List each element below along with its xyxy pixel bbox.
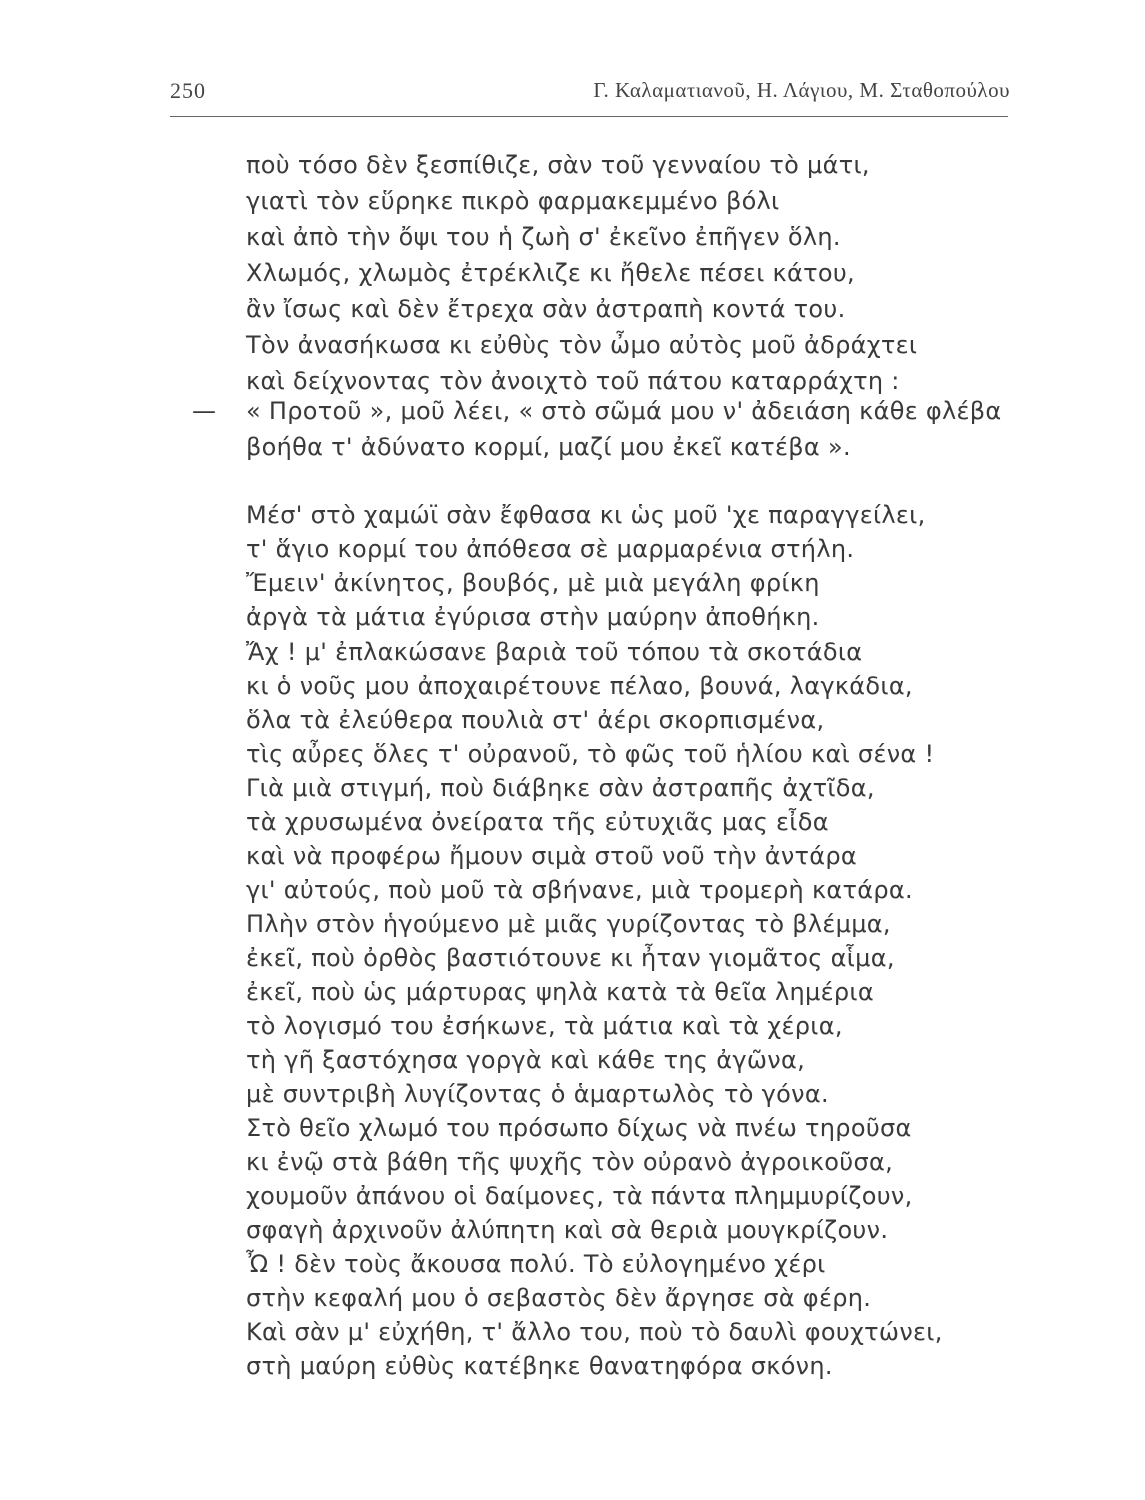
poem-line: καὶ ἀπὸ τὴν ὄψι του ἡ ζωὴ σ' ἐκεῖνο ἐπῆγεν ὅλη.: [246, 223, 841, 251]
poem-line: ἂν ἴσως καὶ δὲν ἔτρεχα σὰν ἀστραπὴ κοντά του.: [246, 295, 846, 323]
poem-line: Ἄχ ! μ' ἐπλακώσανε βαριὰ τοῦ τόπου τὰ σκοτάδια: [246, 638, 863, 666]
poem-line: σφαγὴ ἀρχινοῦν ἀλύπητη καὶ σὰ θεριὰ μουγκρίζουν.: [246, 1216, 889, 1244]
dialogue-dash: —: [192, 397, 216, 425]
poem-line: γιατὶ τὸν εὕρηκε πικρὸ φαρμακεμμένο βόλι: [246, 187, 780, 215]
poem-line: Πλὴν στὸν ἡγούμενο μὲ μιᾶς γυρίζοντας τὸ βλέμμα,: [246, 910, 891, 938]
poem-line: ποὺ τόσο δὲν ξεσπίθιζε, σὰν τοῦ γενναίου τὸ μάτι,: [246, 151, 870, 179]
running-head: Γ. Καλαματιανοῦ, Η. Λάγιου, Μ. Σταθοπούλου: [593, 78, 1010, 102]
poem-line: κι ἐνῷ στὰ βάθη τῆς ψυχῆς τὸν οὐρανὸ ἀγροικοῦσα,: [246, 1148, 894, 1176]
poem-line: « Προτοῦ », μοῦ λέει, « στὸ σῶμά μου ν' ἀδειάση κάθε φλέβα: [246, 397, 1002, 425]
poem-line: καὶ νὰ προφέρω ἤμουν σιμὰ στοῦ νοῦ τὴν ἀντάρα: [246, 842, 858, 870]
poem-line: Καὶ σὰν μ' εὐχήθη, τ' ἄλλο του, ποὺ τὸ δαυλὶ φουχτώνει,: [246, 1318, 943, 1346]
poem-line: Τὸν ἀνασήκωσα κι εὐθὺς τὸν ὦμο αὐτὸς μοῦ ἀδράχτει: [246, 331, 918, 359]
poem-line: μὲ συντριβὴ λυγίζοντας ὁ ἁμαρτωλὸς τὸ γόνα.: [246, 1080, 829, 1108]
poem-line: χουμοῦν ἀπάνου οἱ δαίμονες, τὰ πάντα πλημμυρίζουν,: [246, 1182, 913, 1210]
poem-line: Ὦ ! δὲν τοὺς ἄκουσα πολύ. Τὸ εὐλογημένο χέρι: [246, 1250, 826, 1278]
poem-line: τὸ λογισμό του ἐσήκωνε, τὰ μάτια καὶ τὰ χέρια,: [246, 1012, 843, 1040]
poem-line: ἐκεῖ, ποὺ ὀρθὸς βαστιότουνε κι ἦταν γιομᾶτος αἷμα,: [246, 944, 895, 972]
poem-line: κι ὁ νοῦς μου ἀποχαιρέτουνε πέλαο, βουνά, λαγκάδια,: [246, 672, 913, 700]
poem-line: γι' αὐτούς, ποὺ μοῦ τὰ σβήνανε, μιὰ τρομερὴ κατάρα.: [246, 876, 913, 904]
poem-line: τὴ γῆ ξαστόχησα γοργὰ καὶ κάθε της ἀγῶνα,: [246, 1046, 806, 1074]
poem-line: Χλωμός, χλωμὸς ἐτρέκλιζε κι ἤθελε πέσει κάτου,: [246, 259, 855, 287]
poem-line: καὶ δείχνοντας τὸν ἀνοιχτὸ τοῦ πάτου καταρράχτη :: [246, 367, 900, 395]
poem-line: Μέσ' στὸ χαμώϊ σὰν ἔφθασα κι ὡς μοῦ 'χε παραγγείλει,: [246, 501, 926, 529]
poem-line: στὴν κεφαλή μου ὁ σεβαστὸς δὲν ἄργησε σὰ φέρη.: [246, 1284, 872, 1312]
poem-line: τὶς αὖρες ὅλες τ' οὐρανοῦ, τὸ φῶς τοῦ ἡλίου καὶ σένα !: [246, 740, 935, 768]
poem-line: τὰ χρυσωμένα ὀνείρατα τῆς εὐτυχιᾶς μας εἶδα: [246, 808, 829, 836]
page-number: 250: [170, 78, 206, 103]
poem-line: Ἔμειν' ἀκίνητος, βουβός, μὲ μιὰ μεγάλη φρίκη: [246, 569, 820, 597]
header-rule: [170, 116, 1008, 117]
poem-line: βοήθα τ' ἀδύνατο κορμί, μαζί μου ἐκεῖ κατέβα ».: [246, 433, 851, 461]
poem-line: ὅλα τὰ ἐλεύθερα πουλιὰ στ' ἀέρι σκορπισμένα,: [246, 706, 825, 734]
page-header: [170, 78, 1010, 118]
poem-line: ἀργὰ τὰ μάτια ἐγύρισα στὴν μαύρην ἀποθήκη.: [246, 603, 820, 631]
poem-line: Στὸ θεῖο χλωμό του πρόσωπο δίχως νὰ πνέω τηροῦσα: [246, 1114, 912, 1142]
poem-line: στὴ μαύρη εὐθὺς κατέβηκε θανατηφόρα σκόνη.: [246, 1352, 833, 1380]
poem-line: τ' ἅγιο κορμί του ἀπόθεσα σὲ μαρμαρένια στήλη.: [246, 535, 855, 563]
poem-line: Γιὰ μιὰ στιγμή, ποὺ διάβηκε σὰν ἀστραπῆς ἀχτῖδα,: [246, 774, 875, 802]
poem-line: ἐκεῖ, ποὺ ὡς μάρτυρας ψηλὰ κατὰ τὰ θεῖα λημέρια: [246, 978, 874, 1006]
